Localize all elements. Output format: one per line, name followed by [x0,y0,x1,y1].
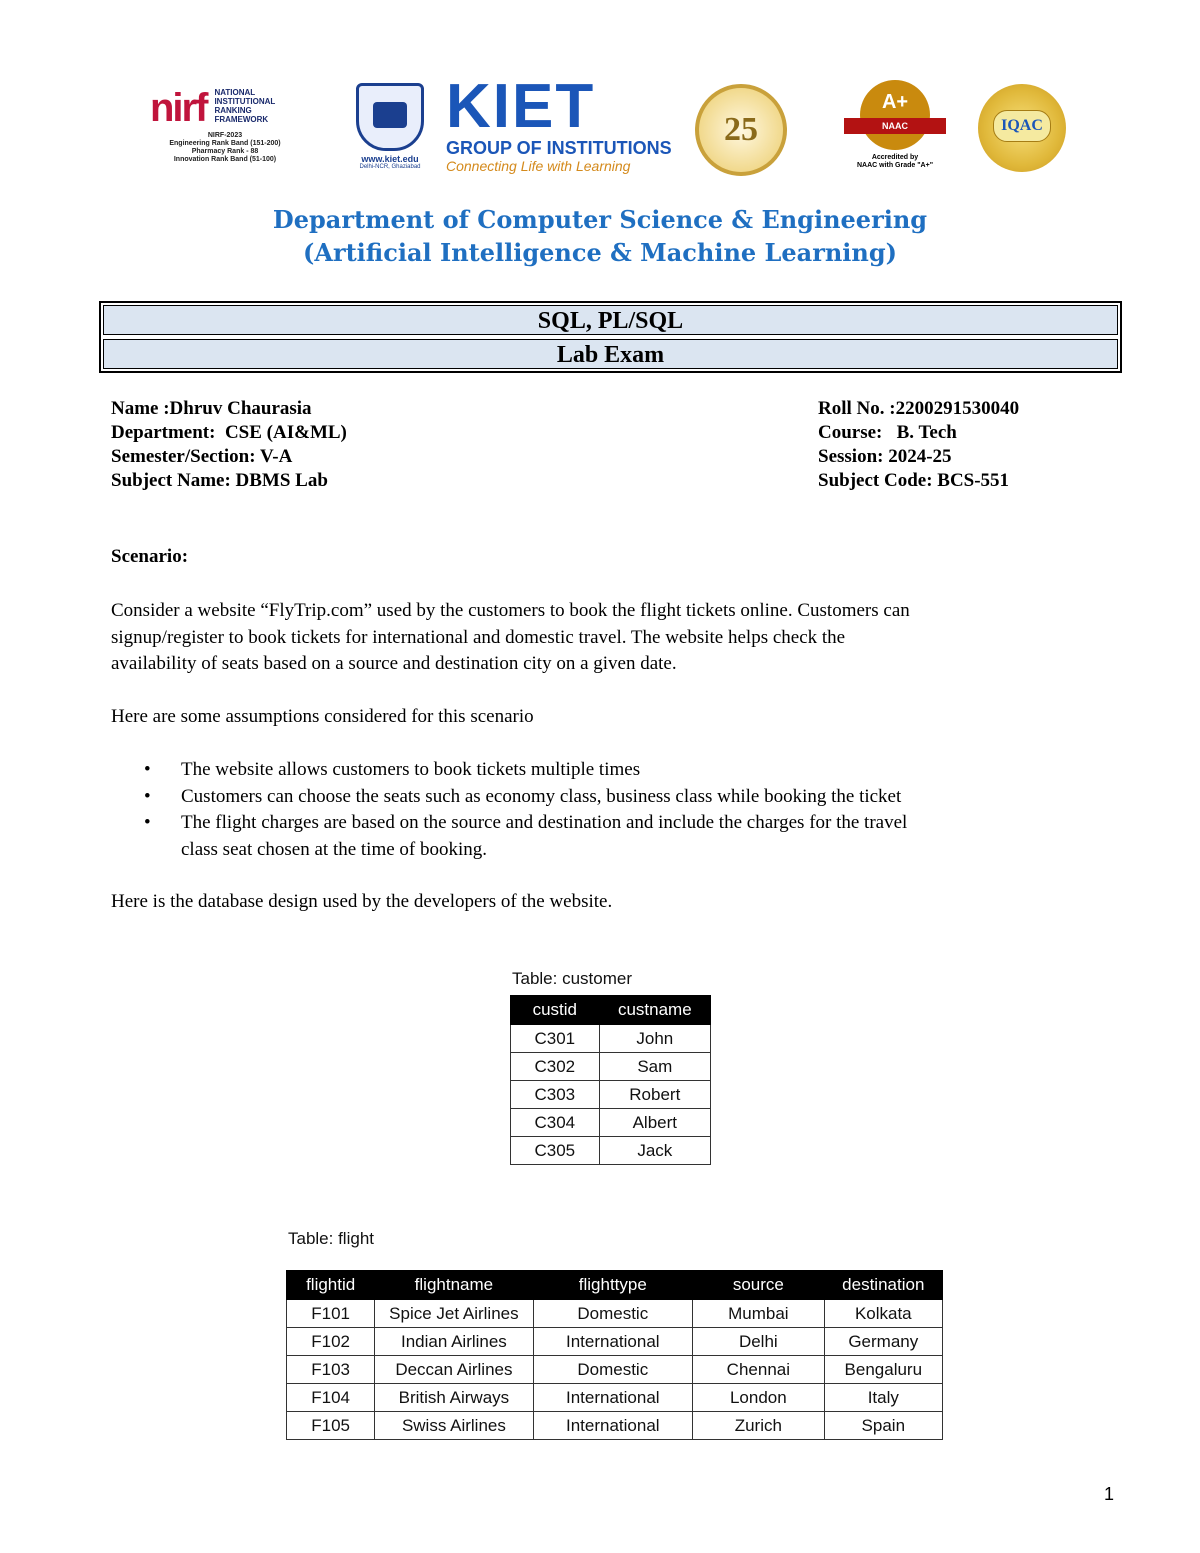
list-item-text: class seat chosen at the time of booking. [181,838,488,860]
kiet-tagline: Connecting Life with Learning [446,158,631,174]
table-cell: Spice Jet Airlines [375,1300,533,1328]
list-item [111,810,1111,863]
logo-strip [150,72,1070,178]
department: Department: CSE (AI&ML) [111,422,347,443]
kiet-crest-logo [350,83,430,170]
paragraph-line: Consider a website “FlyTrip.com” used by the customers to book the flight tickets online. Customers can [111,600,910,621]
table-cell: F104 [287,1384,375,1412]
paragraph-line: availability of seats based on a source and destination city on a given date. [111,653,677,674]
table-cell: C304 [511,1109,600,1137]
department-subtitle: (Artificial Intelligence & Machine Learning) [302,238,898,267]
table-cell: Domestic [533,1300,693,1328]
naac-acc-line: Accredited by [871,154,919,161]
kiet-website: www.kiet.edu [361,154,419,164]
naac-grade: A+ [881,91,909,113]
table-row [511,1053,711,1081]
nirf-rank-line: Engineering Rank Band (151-200) [169,140,281,147]
column-header: flighttype [533,1271,693,1300]
column-header: custid [511,996,600,1025]
naac-ribbon: NAAC [844,118,946,134]
table-cell: London [693,1384,825,1412]
nirf-word: INSTITUTIONAL [214,97,276,106]
bullet-icon: • [144,759,151,780]
table-row [511,1137,711,1165]
nirf-rank-line: Pharmacy Rank - 88 [191,148,259,155]
table-cell: International [533,1328,693,1356]
nirf-word: RANKING [214,106,252,115]
column-header: source [693,1271,825,1300]
department-title: Department of Computer Science & Engineering [272,205,928,234]
table-row [287,1412,943,1440]
kiet-group-text: GROUP OF INSTITUTIONS [446,138,672,158]
subject-code: Subject Code: BCS-551 [818,470,1010,491]
semester-section: Semester/Section: V-A [111,446,293,467]
assumptions-intro: Here are some assumptions considered for this scenario [111,706,534,727]
table-row [511,1025,711,1053]
roll-number: Roll No. :2200291530040 [818,398,1020,419]
page-number: 1 [1104,1484,1115,1504]
table-cell: F102 [287,1328,375,1356]
table-cell: International [533,1384,693,1412]
table-header-row [287,1271,943,1300]
nirf-rank-line: Innovation Rank Band (51-100) [173,156,277,163]
crest-icon [356,83,424,151]
kiet-location: Delhi-NCR, Ghaziabad [359,164,421,170]
table-cell: C301 [511,1025,600,1053]
table-cell: Mumbai [693,1300,825,1328]
table-cell: Kolkata [824,1300,942,1328]
iqac-seal-icon [978,84,1066,172]
list-item-text: Customers can choose the seats such as economy class, business class while booking the ticket [181,785,902,807]
session: Session: 2024-25 [818,446,952,467]
table-cell: C303 [511,1081,600,1109]
table-cell: Italy [824,1384,942,1412]
nirf-rank-line: NIRF-2023 [207,132,243,139]
table-row [287,1328,943,1356]
student-info-right [818,397,1019,493]
nirf-word: NATIONAL [214,88,256,97]
table-cell: Chennai [693,1356,825,1384]
list-item [111,784,1111,811]
column-header: flightname [375,1271,533,1300]
student-info-left [111,397,347,493]
celebrating-25-badge [695,84,795,174]
scenario-heading: Scenario: [111,546,189,567]
subject-name: Subject Name: DBMS Lab [111,470,328,491]
table-cell: Delhi [693,1328,825,1356]
bullet-icon: • [144,812,151,833]
table-row [511,1081,711,1109]
table-cell: International [533,1412,693,1440]
scenario-paragraph [111,598,1111,678]
table-cell: Domestic [533,1356,693,1384]
kiet-big-text: KIET [446,72,596,141]
laurel-icon [695,84,787,176]
list-item-text: The website allows customers to book tickets multiple times [181,759,641,780]
nirf-logo [150,88,330,164]
exam-title-box [99,301,1122,373]
table-cell: Germany [824,1328,942,1356]
subject-title: SQL, PL/SQL [103,305,1118,335]
exam-type: Lab Exam [103,339,1118,369]
table-cell: C302 [511,1053,600,1081]
flight-table [286,1270,943,1440]
table-cell: F101 [287,1300,375,1328]
student-name: Name :Dhruv Chaurasia [111,398,312,419]
table-cell: Indian Airlines [375,1328,533,1356]
database-design-intro: Here is the database design used by the developers of the website. [111,891,613,912]
table-cell: British Airways [375,1384,533,1412]
table-cell: Spain [824,1412,942,1440]
assumption-list [111,757,1111,863]
naac-seal-icon [860,80,930,150]
naac-acc-line: NAAC with Grade "A+" [856,162,934,169]
nirf-words [214,88,275,124]
customer-table-caption: Table: customer [512,969,632,988]
table-cell: Bengaluru [824,1356,942,1384]
table-cell: Robert [599,1081,710,1109]
bullet-icon: • [144,785,151,807]
list-item-text: The flight charges are based on the source and destination and include the charges for the travel [181,812,908,833]
kiet-wordmark [446,72,686,174]
table-cell: C305 [511,1137,600,1165]
course: Course: B. Tech [818,422,957,443]
table-row [287,1384,943,1412]
table-row [287,1356,943,1384]
table-cell: Swiss Airlines [375,1412,533,1440]
customer-table [510,995,711,1165]
list-item [111,757,1111,784]
nirf-mark: nirf [150,86,207,130]
badge-number: 25 [724,111,758,148]
iqac-label: IQAC [993,110,1051,142]
table-header-row [511,996,711,1025]
nirf-ranks [150,132,300,164]
column-header: custname [599,996,710,1025]
naac-logo [840,80,950,170]
table-cell: Albert [599,1109,710,1137]
column-header: flightid [287,1271,375,1300]
table-cell: John [599,1025,710,1053]
table-cell: Sam [599,1053,710,1081]
nirf-word: FRAMEWORK [214,115,269,124]
column-header: destination [824,1271,942,1300]
table-row [287,1300,943,1328]
table-cell: Deccan Airlines [375,1356,533,1384]
table-cell: Jack [599,1137,710,1165]
table-cell: Zurich [693,1412,825,1440]
table-row [511,1109,711,1137]
table-cell: F105 [287,1412,375,1440]
flight-table-caption: Table: flight [288,1229,374,1248]
naac-accreditation [840,154,950,170]
paragraph-line: signup/register to book tickets for international and domestic travel. The website helps check the [111,626,846,648]
table-cell: F103 [287,1356,375,1384]
iqac-logo [978,84,1068,174]
